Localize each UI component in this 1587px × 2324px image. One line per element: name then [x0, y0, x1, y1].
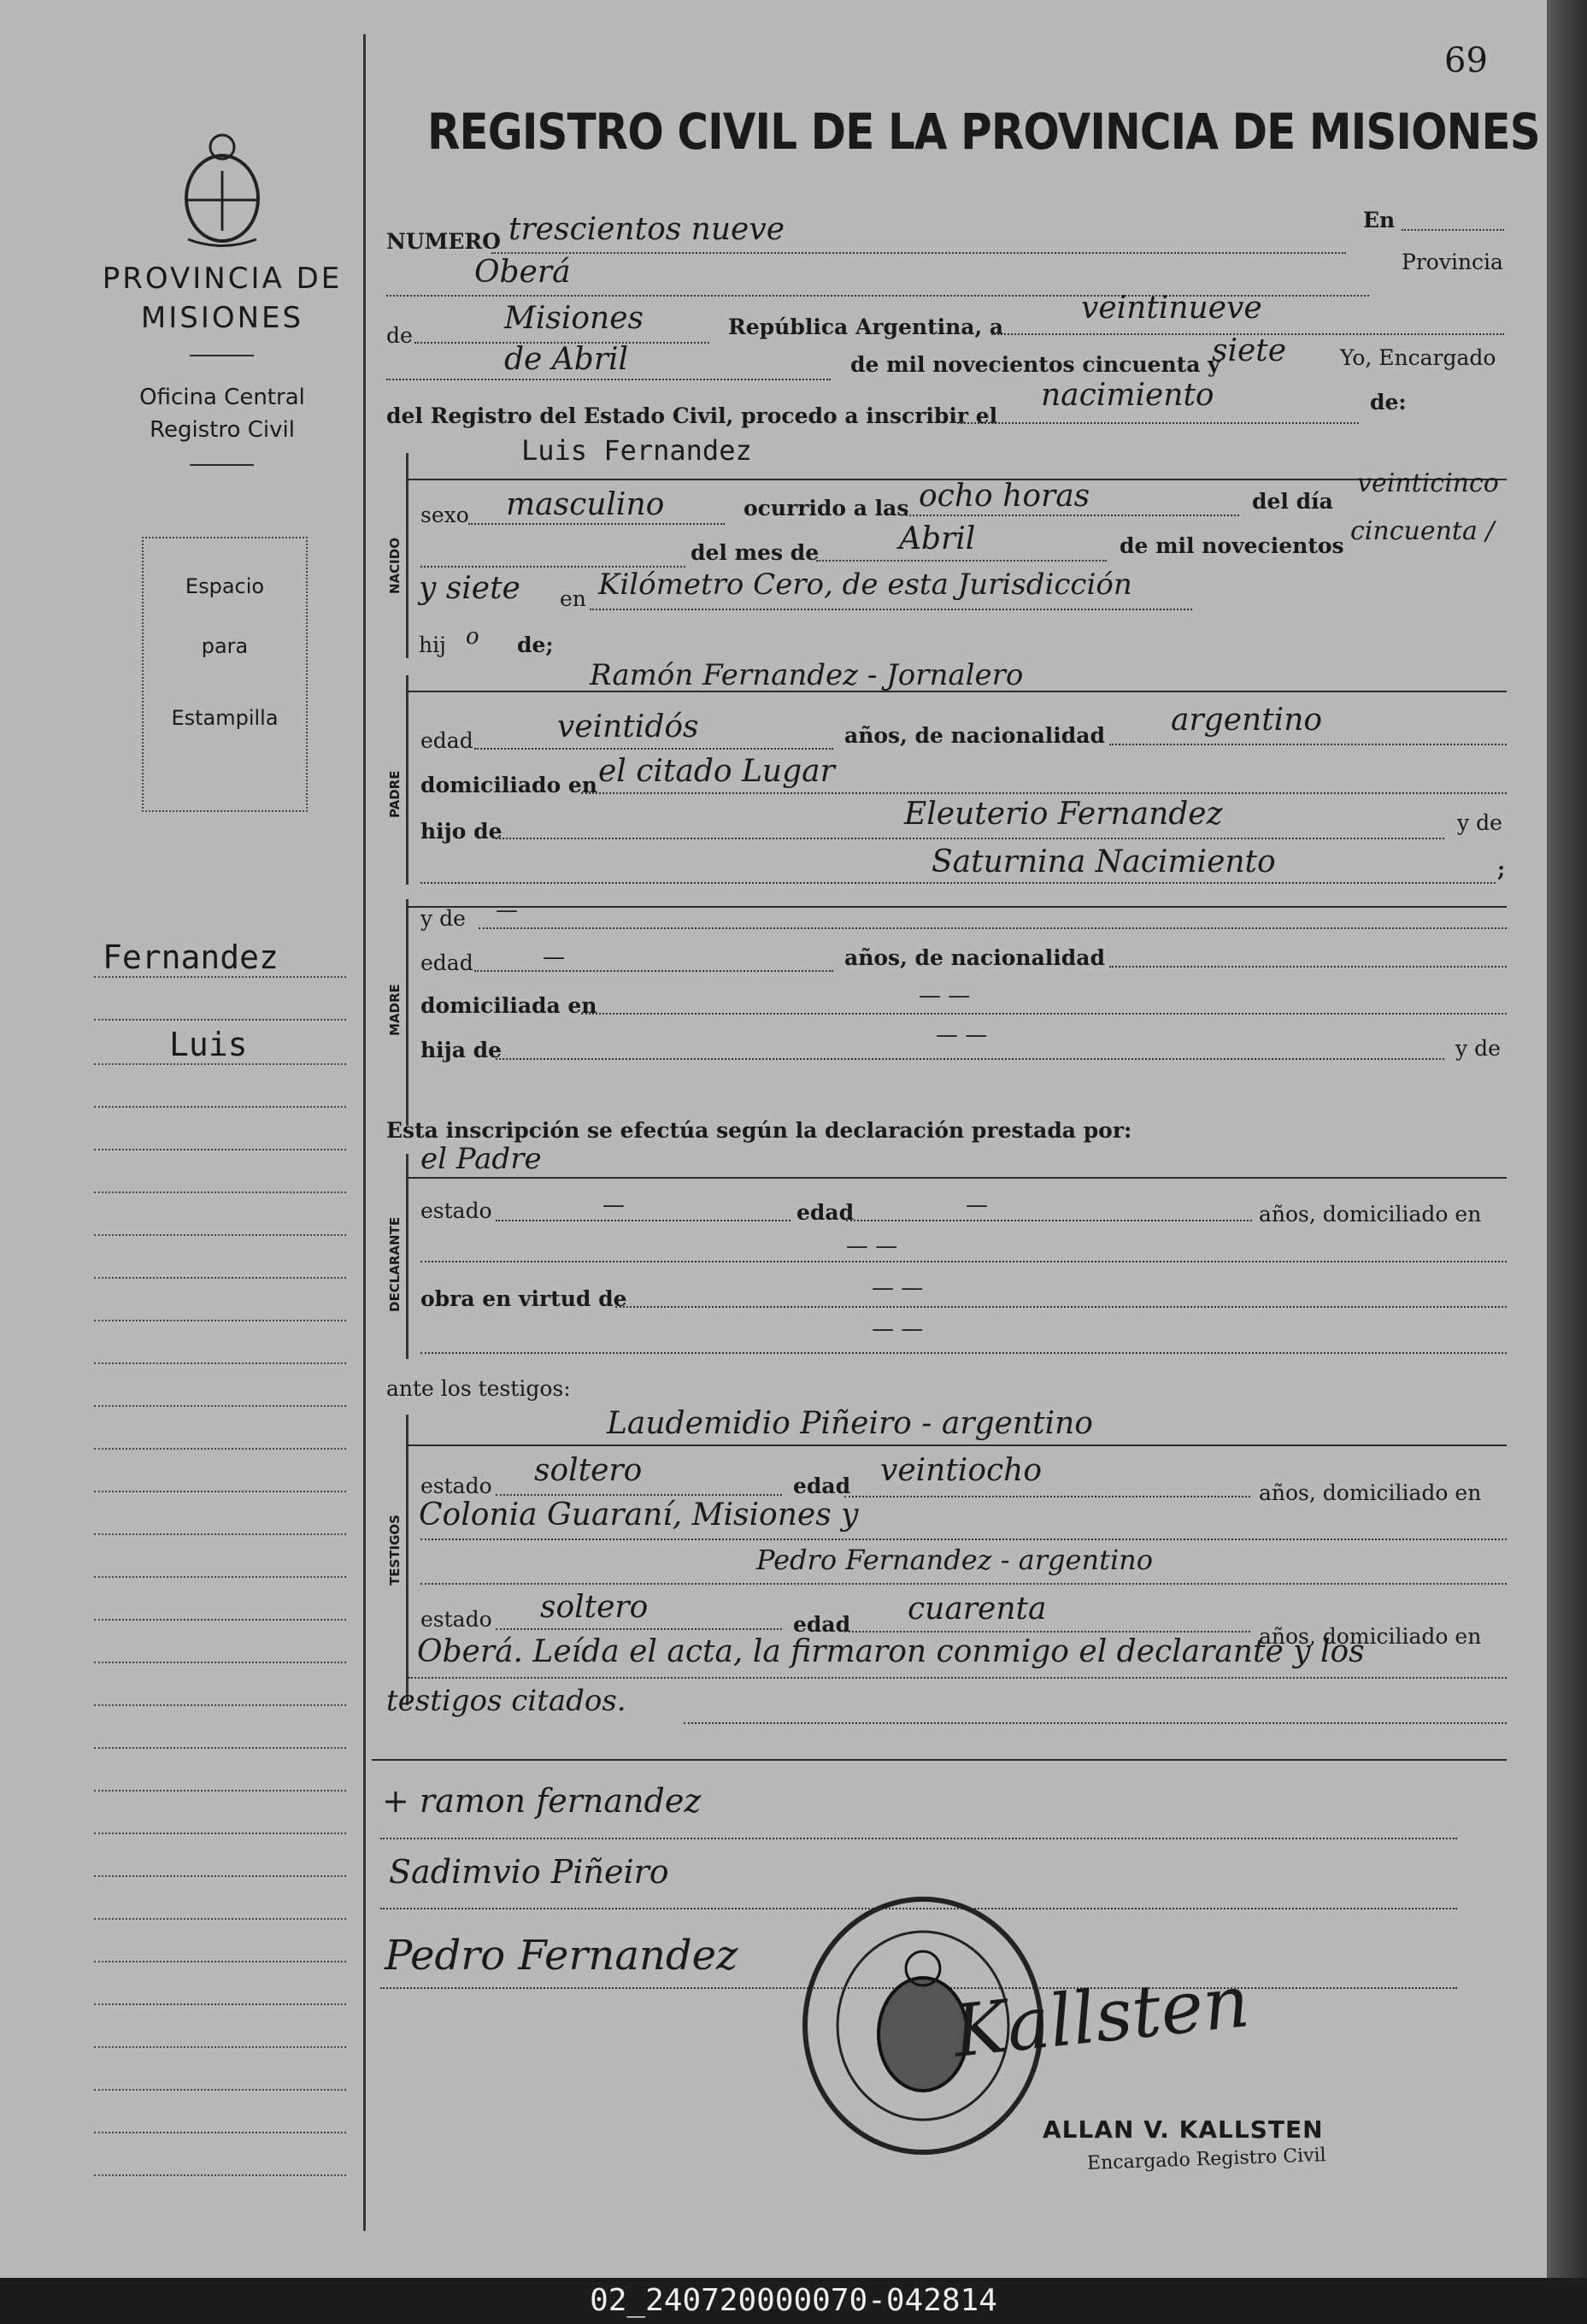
nacido-anio-b: y siete — [419, 571, 520, 606]
dia-value: veintinueve — [1081, 291, 1262, 326]
padre-nombre: Ramón Fernandez - Jornalero — [590, 658, 1024, 692]
padre-nacionalidad: argentino — [1171, 703, 1323, 738]
office-name: Oficina Central Registro Civil — [139, 385, 305, 443]
padre-padre: Eleuterio Fernandez — [904, 797, 1223, 832]
page-title: REGISTRO CIVIL DE LA PROVINCIA DE MISIONES — [427, 103, 1540, 161]
signature-declarant: + ramon fernandez — [382, 1782, 702, 1820]
province-title: PROVINCIA DE MISIONES — [102, 262, 343, 335]
nacido-mes-value: Abril — [899, 521, 976, 556]
officer-signature: Kallsten — [949, 1959, 1254, 2074]
anio-value: siete — [1212, 333, 1287, 368]
section-nacido: NACIDO — [387, 538, 403, 594]
stamp-box: Espacio para Estampilla — [142, 537, 308, 812]
padre-madre: Saturnina Nacimiento — [932, 844, 1276, 880]
sexo-value: masculino — [506, 487, 665, 522]
officer-title: Encargado Registro Civil — [1086, 2145, 1327, 2174]
book-binding — [1547, 0, 1587, 2278]
image-caption: 02_240720000070-042814 — [0, 2278, 1587, 2324]
testigo2-nombre: Pedro Fernandez - argentino — [756, 1544, 1154, 1576]
testigo1-edad: veintiocho — [880, 1453, 1043, 1488]
register-page: 69 PROVINCIA DE MISIONES Oficina Central Registro Civil Espacio para Estampilla Fernandez Luis REGISTRO CIVIL DE LA PROVINCIA DE MISIONES NUMERO trescientos nueve En Oberá Provincia de Misiones República Argentina, a veintinueve de Abril de mil novecientos cincuenta y siete Yo, Encargado del Registro del Estado Civil, procedo a inscribir el nacimiento de: NACIDO Luis Fernandez sexo masculino ocurrido a las ocho horas del día veinticinco del mes de Abril de mil novecientos cincuenta / y siete en Kilómetro Cero, de esta Jurisdicción hij o de; PADRE Ramón Fernandez - Jornalero edad veintidós años, de nacionalidad argentino domiciliado en el citado Lugar hijo de Eleuterio Fernandez y de Saturnina Nacimiento ; MADRE y de — edad — años, de nacionalidad domiciliada en — — hija de — — y de Esta inscripción se efectúa según la declaración prestada por: DECLARANTE el Padre estado — edad — años, domiciliado en — — obra en virtud de — — — — ante los testigos: TESTIGOS Laudemidio Piñeiro - argentino estado soltero edad veintiocho años, domiciliado en Colonia Guaraní, Misiones y Pedro Fernandez - argentino estado soltero edad cuarenta años, domiciliado en Oberá. Leída el acta, la firmaron conmigo el declarante y los testigos citados. + ramon fernandez Sadimvio Piñeiro Pedro Fernandez Kallsten ALLAN V. KALLSTEN Encargado Registro Civil — [0, 0, 1547, 2278]
margin-name: Luis — [169, 1026, 248, 1063]
testigo2-edad: cuarenta — [908, 1591, 1047, 1627]
signature-witness-1: Sadimvio Piñeiro — [389, 1853, 669, 1891]
officer-name: ALLAN V. KALLSTEN — [1043, 2115, 1324, 2144]
testigo2-estado: soltero — [540, 1590, 649, 1625]
section-declarante: DECLARANTE — [387, 1216, 403, 1312]
closing-line-2: testigos citados. — [386, 1684, 626, 1718]
padre-domicilio: el citado Lugar — [598, 754, 835, 789]
hora-value: ocho horas — [919, 479, 1090, 514]
section-madre: MADRE — [387, 984, 403, 1036]
declarante-nombre: el Padre — [420, 1142, 542, 1176]
mes-value: de Abril — [504, 342, 629, 377]
provincia-value: Misiones — [504, 301, 644, 336]
acto-value: nacimiento — [1041, 378, 1214, 413]
numero-value: trescientos nueve — [508, 212, 785, 247]
column-divider — [363, 34, 366, 2231]
testigo1-estado: soltero — [534, 1453, 643, 1488]
nacido-lugar: Kilómetro Cero, de esta Jurisdicción — [598, 568, 1132, 602]
margin-surname: Fernandez — [103, 938, 279, 976]
nacido-dia-value: veinticinco — [1357, 468, 1499, 498]
lugar-value: Oberá — [474, 255, 571, 290]
padre-edad: veintidós — [557, 709, 699, 744]
signature-witness-2: Pedro Fernandez — [385, 1932, 738, 1980]
coat-of-arms-icon — [175, 128, 269, 248]
nacido-anio-a: cincuenta / — [1350, 516, 1495, 546]
closing-line-1: Oberá. Leída el acta, la firmaron conmigo el declarante y los — [417, 1634, 1365, 1669]
hijo-value: o — [466, 624, 479, 650]
testigo1-domicilio: Colonia Guaraní, Misiones y — [419, 1497, 859, 1533]
section-padre: PADRE — [387, 770, 403, 818]
folio-number: 69 — [1444, 41, 1488, 80]
testigo1-nombre: Laudemidio Piñeiro - argentino — [607, 1406, 1093, 1441]
section-testigos: TESTIGOS — [387, 1515, 403, 1586]
nacido-nombre: Luis Fernandez — [521, 434, 752, 467]
